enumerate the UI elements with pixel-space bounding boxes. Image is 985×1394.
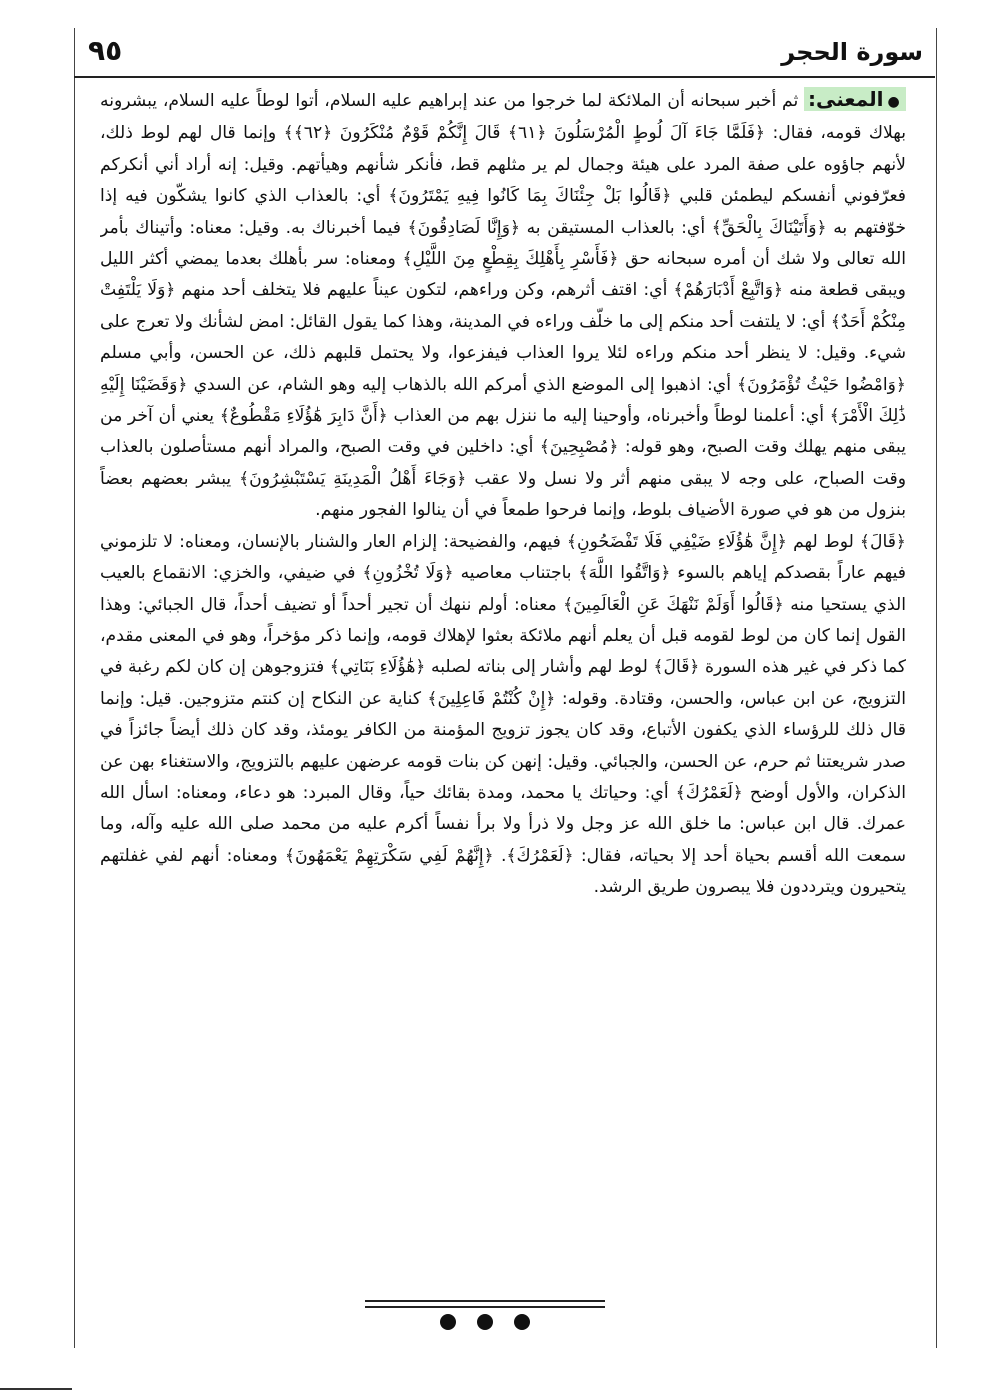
ornament-dot <box>440 1314 456 1330</box>
surah-title: سورة الحجر <box>781 38 923 66</box>
paragraph-1-text: ثم أخبر سبحانه أن الملائكة لما خرجوا من عند إبراهيم عليه السلام، أتوا لوطاً عليه السلام، يبشرونه بهلاك قومه، فقال: ﴿فَلَمَّا جَاءَ آلَ لُوطٍ الْمُرْسَلُونَ ﴿٦١﴾ قَالَ إِنَّكُمْ قَوْمٌ مُنْكَرُونَ ﴿٦٢﴾﴾ وإنما قال لهم لوط ذلك، لأنهم جاؤوه على صفة المرد على هيئة وجمال لم ير مثلهم قط، فأنكر شأنهم وهيأتهم. وقيل: إنه أراد أني أنكركم فعرّفوني أنفسكم ليطمئن قلبي ﴿قَالُوا بَلْ جِئْنَاكَ بِمَا كَانُوا فِيهِ يَمْتَرُونَ﴾ أي: بالعذاب الذي كانوا يشكّون فيه إذا خوّفتهم به ﴿وَأَتَيْنَاكَ بِالْحَقِّ﴾ أي: بالعذاب المستيقن به ﴿وَإِنَّا لَصَادِقُونَ﴾ فيما أخبرناك به. وقيل: معناه: وأتيناك بأمر الله تعالى ولا شك أن أمره سبحانه حق ﴿فَأَسْرِ بِأَهْلِكَ بِقِطْعٍ مِنَ اللَّيْلِ﴾ ومعناه: سر بأهلك بعدما يمضي أكثر الليل ويبقى قطعة منه ﴿وَاتَّبِعْ أَدْبَارَهُمْ﴾ أي: اقتف أثرهم، وكن وراءهم، لتكون عيناً عليهم فلا يتخلف أحد منهم ﴿وَلَا يَلْتَفِتْ مِنْكُمْ أَحَدٌ﴾ أي: لا يلتفت أحد منكم إلى ما خلّف وراءه في المدينة، وهذا كما يقول القائل: امض لشأنك ولا تعرج على شيء. وقيل: لا ينظر أحد منكم وراءه لئلا يروا العذاب فيفزعوا، ولا يحتمل قلبهم ذلك، عن الحسن، وأبي مسلم ﴿وَامْضُوا حَيْثُ تُؤْمَرُونَ﴾ أي: اذهبوا إلى الموضع الذي أمركم الله بالذهاب إليه وهو الشام، عن السدي ﴿وَقَضَيْنَا إِلَيْهِ ذَٰلِكَ الْأَمْرَ﴾ أي: أعلمنا لوطاً وأخبرناه، وأوحينا إليه ما ننزل بهم من العذاب ﴿أَنَّ دَابِرَ هَٰؤُلَاءِ مَقْطُوعٌ﴾ يعني أن آخر من يبقى منهم يهلك وقت الصبح، وهو قوله: ﴿مُصْبِحِينَ﴾ أي: داخلين في وقت الصبح، والمراد أنهم مستأصلون بالعذاب وقت الصباح، على وجه لا يبقى منهم أثر ولا نسل ولا عقب ﴿وَجَاءَ أَهْلُ الْمَدِينَةِ يَسْتَبْشِرُونَ﴾ يبشر بعضهم بعضاً بنزول من هو في صورة الأضياف بلوط، وإنما فرحوا طمعاً في أن ينالوا الفجور منهم. <box>100 91 906 521</box>
page-number: ٩٥ <box>88 34 123 67</box>
end-ornament <box>440 1310 530 1334</box>
scan-edge-mark <box>0 1388 72 1390</box>
paragraph-2 <box>100 527 906 904</box>
section-label-text: المعنى: <box>808 87 884 111</box>
paragraph-1 <box>100 84 906 527</box>
bullet-icon: ● <box>887 94 901 110</box>
ornament-dot <box>514 1314 530 1330</box>
end-rule-bottom <box>365 1306 605 1308</box>
ornament-dot <box>477 1314 493 1330</box>
page-header <box>74 28 935 78</box>
end-rule-top <box>365 1300 605 1302</box>
section-label <box>804 87 906 111</box>
tafsir-text <box>100 84 906 1304</box>
paragraph-2-text: ﴿قَالَ﴾ لوط لهم ﴿إِنَّ هَٰؤُلَاءِ ضَيْفِي فَلَا تَفْضَحُونِ﴾ فيهم، والفضيحة: إلزام العار والشنار بالإنسان، ومعناه: لا تلزموني فيهم عاراً بقصدكم إياهم بالسوء ﴿وَاتَّقُوا اللَّهَ﴾ باجتناب معاصيه ﴿وَلَا تُخْزُونِ﴾ في ضيفي، والخزي: الانقماع بالعيب الذي يستحيا منه ﴿قَالُوا أَوَلَمْ نَنْهَكَ عَنِ الْعَالَمِينَ﴾ معناه: أولم ننهك أن تجير أحداً أو تضيف أحداً، قال الجبائي: وهذا القول إنما كان من لوط لقومه قبل أن يعلم أنهم ملائكة بعثوا لإهلاك قومه، وإنما ذكر مؤخراً، وهو في المعنى مقدم، كما ذكر في غير هذه السورة ﴿قَالَ﴾ لوط لهم وأشار إلى بناته لصلبه ﴿هَٰؤُلَاءِ بَنَاتِي﴾ فتزوجوهن إن كان لكم رغبة في التزويج، عن ابن عباس، والحسن، وقتادة. وقوله: ﴿إِنْ كُنْتُمْ فَاعِلِينَ﴾ كناية عن النكاح إن كنتم متزوجين. قيل: وإنما قال ذلك للرؤساء الذي يكفون الأتباع، وقد كان يجوز تزويج المؤمنة من الكافر يومئذ، وقد كان ذلك أيضاً جائزاً في صدر شريعتنا ثم حرم، عن الحسن، والجبائي. وقيل: إنهن كن بنات قومه عرضهن عليهم بالتزويج، والاستغناء بهن عن الذكران، والأول أوضح ﴿لَعَمْرُكَ﴾ أي: وحياتك يا محمد، ومدة بقائك حياً، وقال المبرد: هو دعاء، ومعناه: اسأل الله عمرك. قال ابن عباس: ما خلق الله عز وجل ولا ذرأ ولا برأ نفساً أكرم عليه من محمد صلى الله عليه وآله، وما سمعت الله أقسم بحياة أحد إلا بحياته، فقال: ﴿لَعَمْرُكَ﴾. ﴿إِنَّهُمْ لَفِي سَكْرَتِهِمْ يَعْمَهُونَ﴾ ومعناه: أنهم لفي غفلتهم يتحيرون ويترددون فلا يبصرون طريق الرشد. <box>100 531 906 898</box>
